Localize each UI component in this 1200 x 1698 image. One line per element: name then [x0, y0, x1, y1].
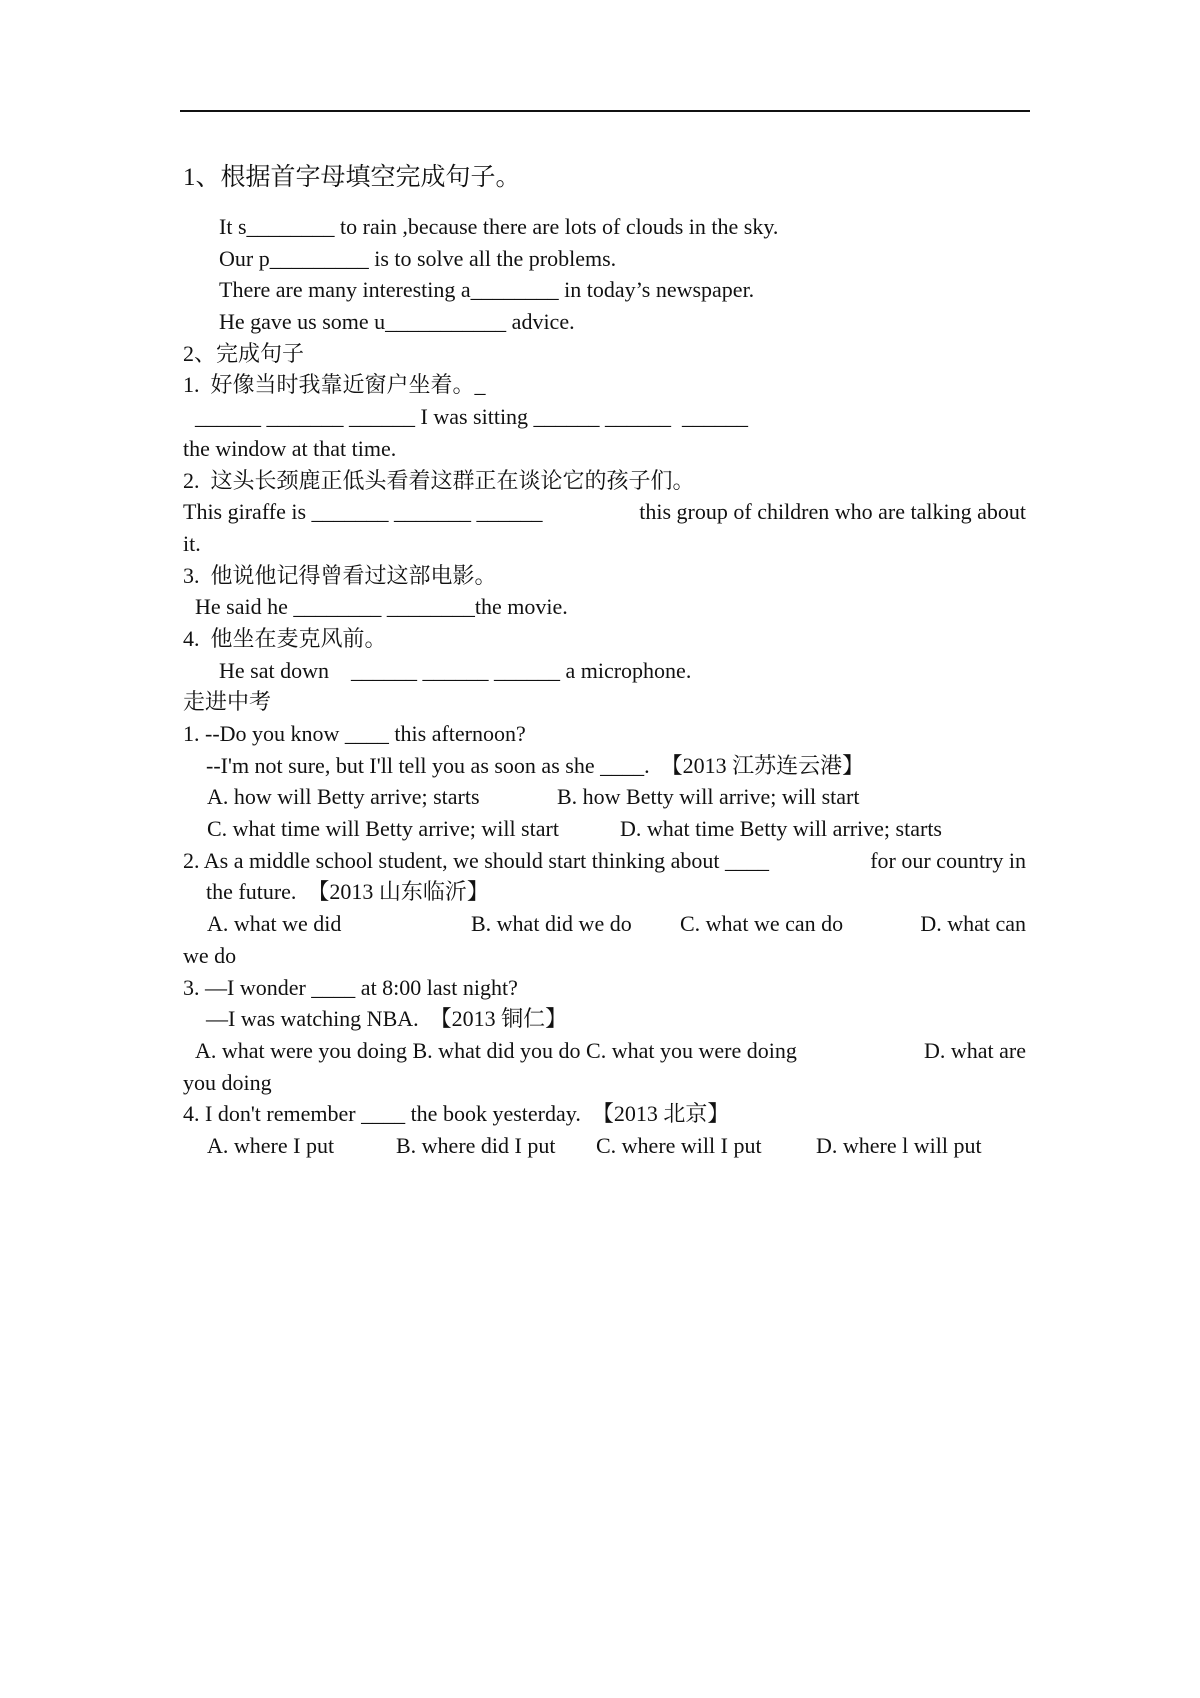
option-c: C. what time will Betty arrive; will start — [207, 816, 559, 842]
option-a: A. how will Betty arrive; starts — [207, 784, 480, 810]
s3-q1-reply: --I'm not sure, but I'll tell you as soon as she ____. 【2013 江苏连云港】 — [206, 752, 865, 778]
section2-title: 2、完成句子 — [183, 340, 305, 366]
s3-q2-options — [183, 908, 1026, 940]
s3-q3-stem: 3. —I wonder ____ at 8:00 last night? — [183, 974, 518, 1000]
s2-q2-english-cont: it. — [183, 530, 201, 556]
option-b: B. where did I put — [396, 1132, 556, 1158]
option-a: A. where I put — [207, 1132, 335, 1158]
header-rule — [180, 110, 1030, 112]
s3-q2-stem — [183, 845, 1026, 877]
s2-q1-english: ______ _______ ______ I was sitting ______ ______ ______ — [195, 404, 749, 430]
section1-item: There are many interesting a________ in today’s newspaper. — [219, 277, 755, 303]
option-c: C. where will I put — [596, 1132, 762, 1158]
option-d: D. where l will put — [816, 1132, 982, 1158]
s3-q1-options-ab — [183, 781, 1026, 813]
s2-q4-chinese: 4. 他坐在麦克风前。 — [183, 625, 387, 651]
section1-item: Our p_________ is to solve all the problems. — [219, 245, 617, 271]
s3-q1-stem: 1. --Do you know ____ this afternoon? — [183, 721, 526, 746]
section1-item: It s________ to rain ,because there are lots of clouds in the sky. — [219, 214, 779, 239]
option-b: B. what did we do — [471, 911, 632, 937]
s3-q2-stem-b: for our country in — [870, 847, 1026, 873]
s2-q3-chinese: 3. 他说他记得曾看过这部电影。 — [183, 562, 497, 588]
s2-q4-english: He sat down ______ ______ ______ a microphone. — [219, 657, 692, 683]
s3-q2-stem-a: 2. As a middle school student, we should start thinking about ____ — [183, 847, 770, 873]
s3-q1-options-cd — [183, 813, 1026, 845]
section1-title: 1、根据首字母填空完成句子。 — [183, 164, 521, 191]
s3-q3-reply: —I was watching NBA. 【2013 铜仁】 — [206, 1006, 568, 1032]
option-d: D. what time Betty will arrive; starts — [620, 816, 942, 842]
s3-q2-stem-cont: the future. 【2013 山东临沂】 — [206, 879, 489, 905]
s3-q4-stem: 4. I don't remember ____ the book yesterday. 【2013 北京】 — [183, 1101, 730, 1127]
s3-q3-option-wrap: you doing — [183, 1069, 272, 1095]
s3-q3-options — [183, 1035, 1026, 1067]
s2-q1-english-cont: the window at that time. — [183, 435, 397, 461]
option-a: A. what we did — [207, 911, 342, 937]
option-b: B. how Betty will arrive; will start — [557, 784, 860, 810]
s3-q2-option-wrap: we do — [183, 942, 237, 968]
section1-item: He gave us some u___________ advice. — [219, 309, 575, 335]
s2-q1-chinese: 1. 好像当时我靠近窗户坐着。_ — [183, 372, 486, 398]
option-c: C. what we can do — [680, 911, 844, 937]
s2-q2-chinese: 2. 这头长颈鹿正低头看着这群正在谈论它的孩子们。 — [183, 467, 695, 493]
s2-q2-english-b: this group of children who are talking about — [639, 499, 1026, 525]
s2-q2-english-a: This giraffe is _______ _______ ______ — [183, 499, 543, 525]
option-d: D. what can — [920, 911, 1026, 937]
option-d: D. what are — [923, 1037, 1026, 1063]
s2-q2-english — [183, 496, 1026, 528]
s3-q4-options — [183, 1130, 1026, 1162]
section3-title: 走进中考 — [183, 689, 272, 715]
options-abc: A. what were you doing B. what did you do C. what you were doing — [195, 1037, 797, 1063]
s2-q3-english: He said he ________ ________the movie. — [195, 594, 568, 620]
